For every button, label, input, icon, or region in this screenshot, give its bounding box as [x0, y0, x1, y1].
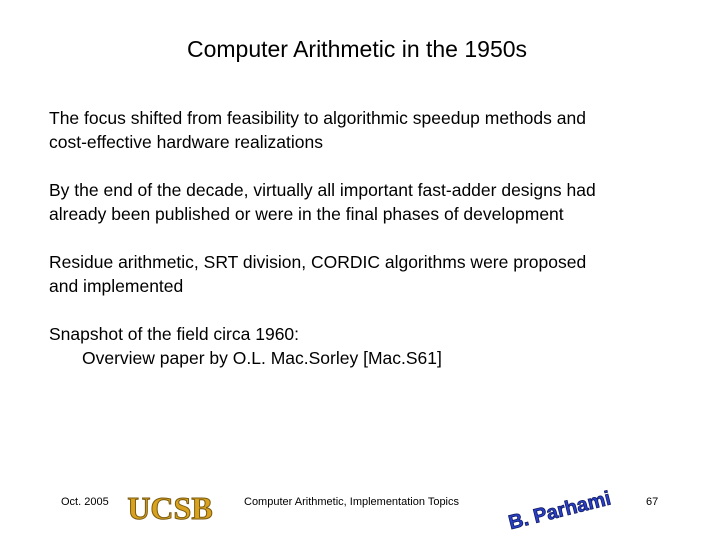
- footer-date: Oct. 2005: [61, 496, 109, 508]
- paragraph-line: already been published or were in the final phases of development: [49, 204, 564, 224]
- paragraph-line: Residue arithmetic, SRT division, CORDIC algorithms were proposed: [49, 252, 587, 272]
- author-logo-text: B. Parhami: [506, 487, 614, 535]
- paragraph-subline: Overview paper by O.L. Mac.Sorley [Mac.S61]: [82, 348, 442, 368]
- paragraph-line: By the end of the decade, virtually all important fast-adder designs had: [49, 180, 596, 200]
- bullet-paragraph: [49, 250, 689, 298]
- paragraph-line: and implemented: [49, 276, 184, 296]
- paragraph-line: cost-effective hardware realizations: [49, 132, 323, 152]
- ucsb-logo-text: UCSB: [127, 490, 213, 526]
- bullet-paragraph: [49, 106, 689, 154]
- paragraph-line: Snapshot of the field circa 1960:: [49, 324, 300, 344]
- bullet-paragraph: [49, 178, 689, 226]
- page-number: 67: [646, 496, 659, 508]
- author-logo: [506, 486, 614, 535]
- paragraph-line: The focus shifted from feasibility to algorithmic speedup methods and: [49, 108, 586, 128]
- ucsb-logo: [124, 486, 216, 528]
- bullet-paragraph: [49, 322, 689, 370]
- footer-title: Computer Arithmetic, Implementation Topics: [244, 496, 459, 508]
- slide-title: Computer Arithmetic in the 1950s: [186, 36, 528, 62]
